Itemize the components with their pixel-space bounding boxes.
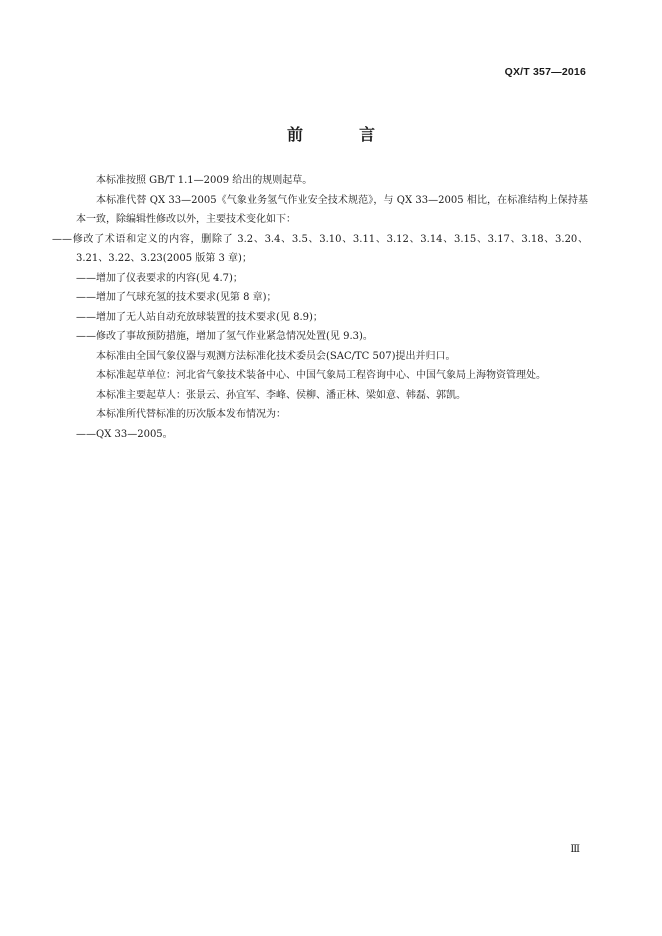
paragraph-drafters: 本标准主要起草人：张景云、孙宜军、李峰、侯柳、潘正林、梁如意、韩磊、郭凯。 <box>96 389 466 401</box>
document-code: QX/T 357—2016 <box>504 66 586 78</box>
list-item-balloon-filling: ——增加了气球充氢的技术要求(见第 8 章)； <box>76 292 277 303</box>
list-item-instrument-requirements: ——增加了仪表要求的内容(见 4.7)； <box>76 272 243 284</box>
paragraph-drafting-units: 本标准起草单位：河北省气象技术装备中心、中国气象局工程咨询中心、中国气象局上海物资管理处。 <box>96 370 546 381</box>
paragraph-replacement: 本标准代替 QX 33—2005《气象业务氢气作业安全技术规范》，与 QX 33—2005 相比，在标准结构上保持基本一致，除编辑性修改以外，主要技术变化如下： <box>76 194 588 225</box>
paragraph-committee: 本标准由全国气象仪器与观测方法标准化技术委员会(SAC/TC 507)提出并归口。 <box>96 350 456 362</box>
foreword-body <box>52 171 588 444</box>
paragraph-drafting-rules: 本标准按照 GB/T 1.1—2009 给出的规则起草。 <box>96 175 313 186</box>
paragraph-previous-versions: 本标准所代替标准的历次版本发布情况为： <box>96 409 286 420</box>
list-item-accident-prevention: ——修改了事故预防措施，增加了氢气作业紧急情况处置(见 9.3)。 <box>76 331 373 342</box>
page-number: Ⅲ <box>570 844 580 855</box>
list-item-unmanned-station: ——增加了无人站自动充放球装置的技术要求(见 8.9)； <box>76 311 323 323</box>
list-item-previous-version: ——QX 33—2005。 <box>76 428 173 440</box>
page-title: 前 言 <box>286 125 395 144</box>
list-item-terms-change: ——修改了术语和定义的内容，删除了 3.2、3.4、3.5、3.10、3.11、3.12、3.14、3.15、3.17、3.18、3.20、3.21、3.22、3.23(2005 版第 3 章)； <box>52 233 588 264</box>
